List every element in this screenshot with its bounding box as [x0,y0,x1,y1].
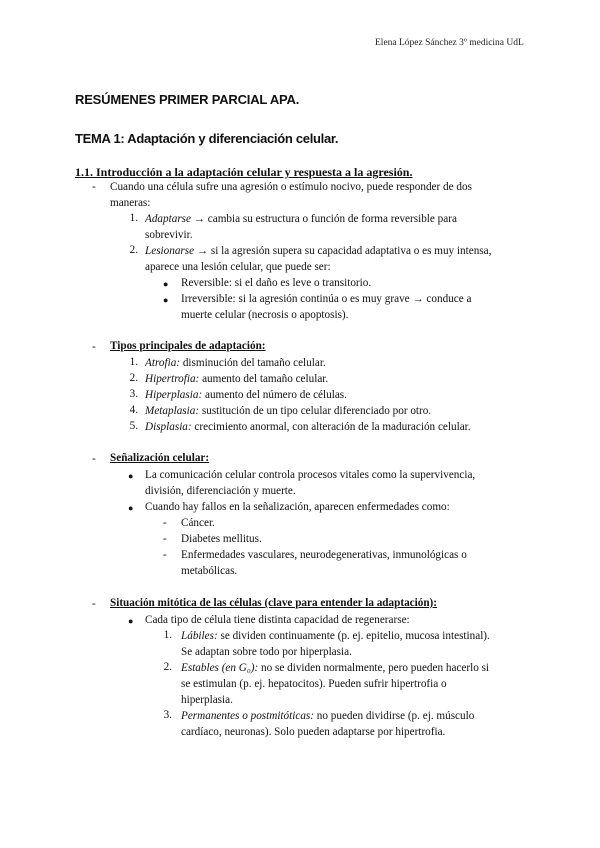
term: Atrofia: [145,357,181,369]
list-number: 2. [129,372,138,384]
disease-item: Cáncer. [181,517,215,529]
dash-marker: - [163,517,167,529]
response-adaptarse-cont: sobrevivir. [145,229,193,241]
response-adaptarse [145,212,457,227]
term: Hiperplasia: [145,389,203,401]
document-title: RESÚMENES PRIMER PARCIAL APA. [75,92,300,107]
list-number: 2. [163,661,172,673]
dash-marker: - [92,181,96,193]
mitotic-item-estables [181,661,489,676]
list-number: 3. [163,709,172,721]
description: sustitución de un tipo celular diferenciado por otro. [199,405,432,417]
bullet-marker: ● [128,616,134,626]
list-number: 2. [129,244,138,256]
adaptation-heading: Tipos principales de adaptación: [110,340,266,352]
list-number: 5. [129,420,138,432]
dash-marker: - [163,549,167,561]
term: Lábiles: [181,630,218,642]
list-number: 4. [129,404,138,416]
description: no pueden dividirse (p. ej. músculo [314,710,475,722]
signaling-bullet-1-cont: división, diferenciación y muerte. [145,485,296,497]
lesion-irreversible-cont: muerte celular (necrosis o apoptosis). [181,309,349,321]
term: Lesionarse [145,245,195,257]
tema-title: TEMA 1: Adaptación y diferenciación celular. [75,131,339,146]
description: no se dividen normalmente, pero pueden hacerlo si [258,662,490,674]
signaling-bullet-2: Cuando hay fallos en la señalización, aparecen enfermedades como: [145,501,450,513]
page-header-author: Elena López Sánchez 3º medicina UdL [375,38,524,48]
adaptation-item [145,404,431,419]
list-number: 1. [163,629,172,641]
dash-marker: - [92,341,96,353]
response-lesionarse-cont: aparece una lesión celular, que puede ser: [145,261,331,273]
description: crecimiento anormal, con alteración de la maduración celular. [191,421,471,433]
dash-marker: - [92,453,96,465]
description: → si la agresión supera su capacidad adaptativa o es muy intensa, [194,245,492,257]
mitotic-item-estables-cont: hiperplasia. [181,694,233,706]
term: Estables (en G₀): [181,662,259,674]
disease-item: Enfermedades vasculares, neurodegenerativas, inmunológicas o [181,549,467,561]
intro-text-cont: maneras: [110,197,151,209]
term: Hipertrofia: [145,373,200,385]
bullet-marker: ● [128,471,134,481]
lesion-reversible: Reversible: si el daño es leve o transitorio. [181,277,372,289]
lesion-irreversible: Irreversible: si la agresión continúa o es muy grave → conduce a [181,293,472,305]
mitotic-item-labiles-cont: Se adaptan sobre todo por hiperplasia. [181,646,352,658]
dash-marker: - [92,598,96,610]
signaling-bullet-1: La comunicación celular controla procesos vitales como la supervivencia, [145,469,476,481]
adaptation-item [145,388,347,403]
mitotic-bullet: Cada tipo de célula tiene distinta capacidad de regenerarse: [145,614,410,626]
list-number: 1. [129,356,138,368]
mitotic-item-estables-cont: se estimulan (p. ej. hepatocitos). Pueden sufrir hipertrofia o [181,678,447,690]
term: Permanentes o postmitóticas: [181,710,314,722]
description: aumento del tamaño celular. [199,373,329,385]
intro-text: Cuando una célula sufre una agresión o estímulo nocivo, puede responder de dos [110,181,472,193]
bullet-marker: ● [163,295,169,305]
list-number: 1. [129,212,138,224]
section-heading: 1.1. Introducción a la adaptación celular y respuesta a la agresión. [75,165,413,179]
term: Displasia: [145,421,192,433]
term: Adaptarse [145,213,191,225]
mitotic-item-labiles [181,629,490,644]
mitotic-item-permanentes [181,709,474,724]
list-number: 3. [129,388,138,400]
adaptation-item [145,356,326,371]
description: → cambia su estructura o función de forma reversible para [191,213,457,225]
description: se dividen continuamente (p. ej. epitelio, mucosa intestinal). [217,630,490,642]
mitotic-heading: Situación mitótica de las células (clave para entender la adaptación): [110,597,438,609]
bullet-marker: ● [163,279,169,289]
description: aumento del número de células. [202,389,347,401]
adaptation-item [145,372,328,387]
response-lesionarse [145,244,491,259]
mitotic-item-permanentes-cont: cardíaco, neuronas). Solo pueden adaptarse por hipertrofia. [181,726,446,738]
disease-item-cont: metabólicas. [181,565,238,577]
disease-item: Diabetes mellitus. [181,533,262,545]
term: Metaplasia: [145,405,200,417]
dash-marker: - [163,533,167,545]
bullet-marker: ● [128,503,134,513]
description: disminución del tamaño celular. [180,357,326,369]
adaptation-item [145,420,471,435]
signaling-heading: Señalización celular: [110,452,210,464]
